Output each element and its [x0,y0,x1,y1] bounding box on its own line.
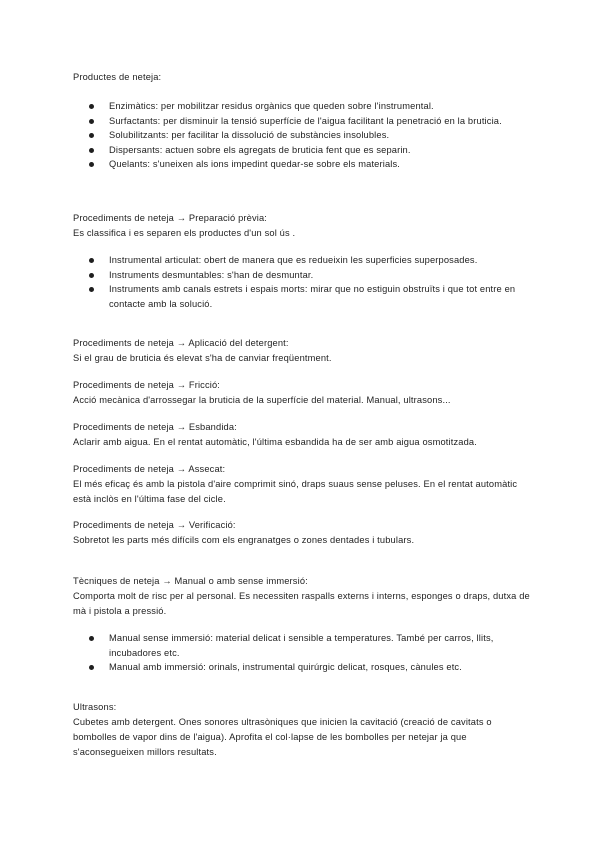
list-item [73,282,533,311]
section-manual-techniques [73,574,533,619]
bullet-icon [89,258,94,263]
section-text: Acció mecànica d'arrossegar la bruticia de la superfície del material. Manual, ultrasons... [73,395,451,405]
section-text: Aclarir amb aigua. En el rentat automàtic, l'última esbandida ha de ser amb aigua osmotitzada. [73,437,477,447]
list-item-text: Manual amb immersió: orinals, instrumental quirúrgic delicat, rosques, cànules etc. [109,662,462,672]
section-heading: Procediments de neteja → Esbandida: [73,422,237,432]
bullet-icon [89,287,94,292]
section-heading: Productes de neteja: [73,72,162,82]
preparation-list [73,253,533,311]
section-drying [73,462,533,507]
list-item [73,157,533,172]
section-text: El més eficaç és amb la pistola d'aire comprimit sinó, draps suaus sense peluses. En el rentat automàtic està inclòs en l'última fase del cicle. [73,479,518,504]
list-item [73,128,533,143]
list-item-text: Dispersants: actuen sobre els agregats de bruticia fent que es separin. [109,144,411,155]
list-item-text: Instruments desmuntables: s'han de desmuntar. [109,269,314,280]
bullet-icon [89,636,94,641]
list-item [73,99,533,114]
bullet-icon [89,133,94,138]
bullet-icon [89,273,94,278]
bullet-icon [89,162,94,167]
manual-techniques-list [73,631,533,675]
cleaning-products-list [73,99,533,172]
section-text: Es classifica i es separen els productes d'un sol ús . [73,228,296,238]
bullet-icon [89,665,94,670]
section-cleaning-products [73,70,533,85]
section-heading: Procediments de neteja → Aplicació del detergent: [73,338,289,348]
section-verification [73,518,533,548]
section-detergent [73,336,533,366]
section-ultrasound [73,700,533,760]
section-heading: Ultrasons: [73,702,117,712]
list-item [73,114,533,129]
list-item-text: Quelants: s'uneixen als ions impedint quedar-se sobre els materials. [109,159,401,169]
list-item-text: Instrumental articulat: obert de manera que es redueixin les superficies superposades. [109,255,478,265]
section-text: Comporta molt de risc per al personal. Es necessiten raspalls externs i interns, esponges o draps, dutxa de mà i pistola a pressió. [73,591,530,616]
section-heading: Procediments de neteja → Verificació: [73,520,236,530]
section-preparation [73,211,533,241]
list-item-text: Enzimàtics: per mobilitzar residus orgànics que queden sobre l'instrumental. [109,101,434,111]
list-item-text: Instruments amb canals estrets i espais morts: mirar que no estiguin obstruïts i que tot entre en contacte amb la solució. [109,284,516,309]
bullet-icon [89,148,94,153]
section-heading: Procediments de neteja → Assecat: [73,464,226,474]
list-item [73,660,533,675]
section-heading: Procediments de neteja → Preparació prèvia: [73,213,268,223]
section-text: Si el grau de bruticia és elevat s'ha de canviar freqüentment. [73,353,332,363]
section-text: Cubetes amb detergent. Ones sonores ultrasòniques que inicien la cavitació (creació de cavitats o bombolles de vapor dins de l'aigua). Aprofita el col·lapse de les bombolles per netejar ja que s'aconsegueixen millors resultats. [73,717,492,757]
list-item-text: Solubilitzants: per facilitar la dissolució de substàncies insolubles. [109,130,390,140]
list-item-text: Surfactants: per disminuir la tensió superfície de l'aigua facilitant la penetració en la bruticia. [109,115,502,126]
bullet-icon [89,119,94,124]
section-heading: Procediments de neteja → Fricció: [73,380,221,390]
list-item [73,253,533,268]
section-text: Sobretot les parts més difícils com els engranatges o zones dentades i tubulars. [73,535,415,545]
list-item [73,143,533,158]
list-item-text: Manual sense immersió: material delicat i sensible a temperatures. També per carros, llits, incubadores etc. [109,633,494,658]
section-rinse [73,420,533,450]
bullet-icon [89,104,94,109]
list-item [73,268,533,283]
section-heading: Tècniques de neteja → Manual o amb sense immersió: [73,576,308,586]
section-friction [73,378,533,408]
list-item [73,631,533,660]
